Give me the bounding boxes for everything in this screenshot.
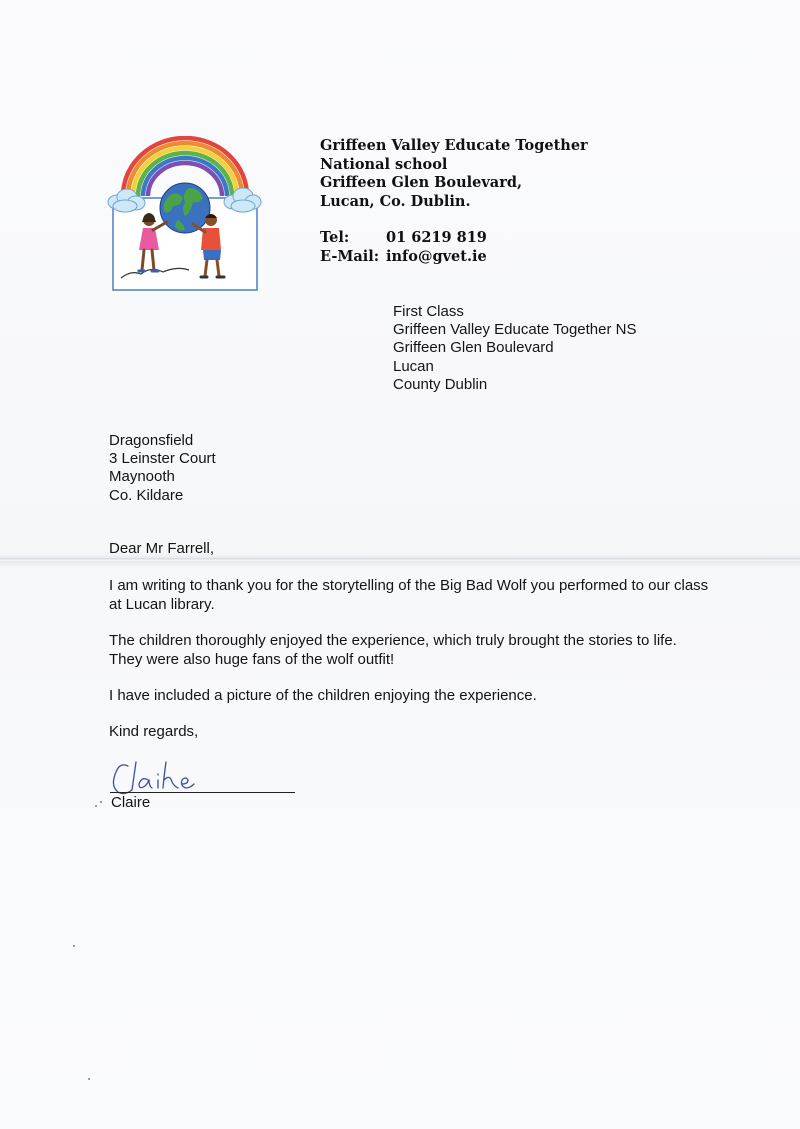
salutation: Dear Mr Farrell, (109, 540, 215, 557)
school-letterhead (320, 137, 588, 267)
recipient-line: 3 Leinster Court (109, 450, 216, 468)
sender-line: Griffeen Valley Educate Together NS (393, 321, 637, 339)
paper-speck (95, 805, 97, 807)
school-name: Griffeen Valley Educate Together (320, 137, 588, 154)
school-logo-icon (103, 136, 263, 296)
school-email (320, 248, 588, 267)
school-type: National school (320, 155, 448, 173)
letter-body (109, 539, 709, 741)
paper-speck (73, 945, 75, 947)
signature-line (110, 792, 295, 793)
paper-speck (88, 1078, 90, 1080)
email-label: E-Mail: (320, 247, 380, 265)
paper-speck (100, 801, 102, 803)
signatory-name: Claire (111, 794, 151, 811)
paragraph: The children thoroughly enjoyed the experience, which truly brought the stories to life. They were also huge fans of the wolf outfit! (109, 632, 677, 668)
recipient-line: Dragonsfield (109, 432, 194, 449)
tel-label: Tel: (320, 229, 350, 247)
sender-line: First Class (393, 303, 464, 320)
recipient-address (109, 432, 216, 505)
sender-line: Lucan (393, 357, 434, 375)
paragraph: I am writing to thank you for the storytelling of the Big Bad Wolf you performed to our class at Lucan library. (109, 577, 709, 613)
tel-value: 01 6219 819 (386, 229, 487, 247)
school-address-line2: Lucan, Co. Dublin. (320, 192, 471, 210)
school-telephone (320, 229, 588, 248)
school-address-line1: Griffeen Glen Boulevard, (320, 174, 523, 192)
sender-address (393, 303, 636, 394)
sender-line: Griffeen Glen Boulevard (393, 339, 554, 357)
paragraph: I have included a picture of the children enjoying the experience. (109, 687, 537, 704)
closing: Kind regards, (109, 723, 199, 740)
recipient-line: Co. Kildare (109, 486, 184, 504)
email-value: info@gvet.ie (386, 247, 487, 265)
sender-line: County Dublin (393, 375, 488, 393)
recipient-line: Maynooth (109, 468, 175, 486)
